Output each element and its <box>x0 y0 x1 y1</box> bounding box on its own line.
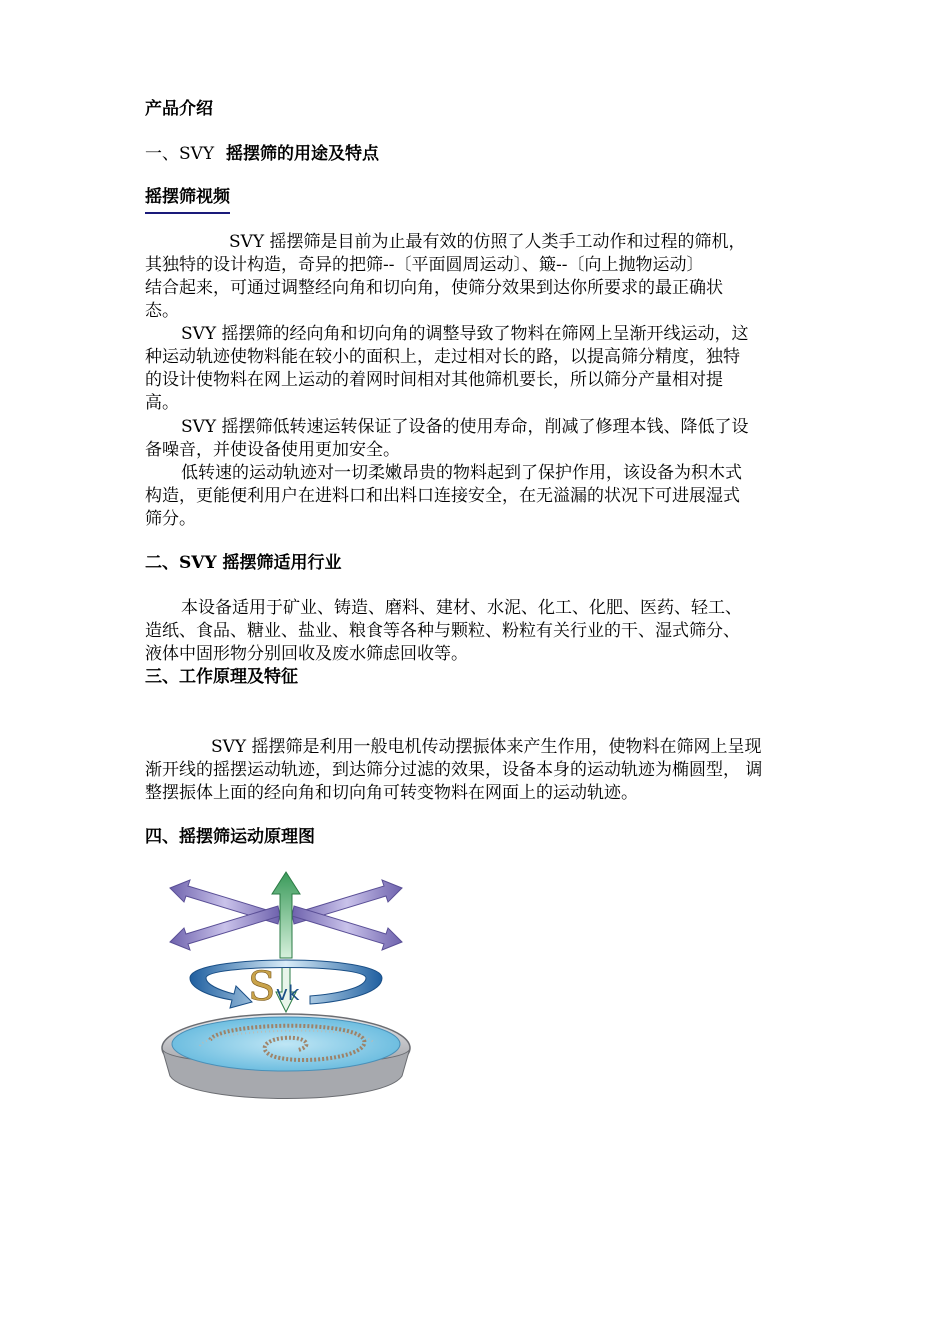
doc-title: 产品介绍 <box>145 99 213 119</box>
p4-line-3: 筛分。 <box>145 509 196 529</box>
p2-line-3: 的设计使物料在网上运动的着网时间相对其他筛机要长，所以筛分产量相对提 <box>145 370 723 390</box>
paragraph-2 <box>145 323 815 415</box>
p5-line-3: 液体中固形物分别回收及废水筛虑回收等。 <box>145 644 468 664</box>
logo-s: S <box>248 964 276 1010</box>
p3-line-1: SVY 摇摆筛低转速运转保证了设备的使用寿命，削减了修理本钱、降低了设 <box>181 417 749 437</box>
section-4-heading: 四、摇摆筛运动原理图 <box>145 827 315 847</box>
screen-motion-diagram <box>160 870 412 1110</box>
section-1-rest: 摇摆筛的用途及特点 <box>226 144 379 164</box>
p4-line-1: 低转速的运动轨迹对一切柔嫩昂贵的物料起到了保护作用，该设备为积木式 <box>181 463 742 483</box>
video-link[interactable]: 摇摆筛视频 <box>145 186 230 214</box>
paragraph-5 <box>145 597 815 666</box>
p2-line-1: SVY 摇摆筛的经向角和切向角的调整导致了物料在筛网上呈渐开线运动，这 <box>181 324 749 344</box>
p6-line-3: 整摆振体上面的经向角和切向角可转变物料在网面上的运动轨迹。 <box>145 783 638 803</box>
section-1-heading <box>145 143 815 166</box>
screen-motion-diagram-icon <box>160 870 412 1110</box>
p5-line-2: 造纸、食品、糖业、盐业、粮食等各种与颗粒、粉粒有关行业的干、湿式筛分、 <box>145 621 740 641</box>
p1-line-3: 结合起来，可通过调整经向角和切向角，使筛分效果到达你所要求的最正确状 <box>145 278 723 298</box>
paragraph-4 <box>145 462 815 531</box>
logo-vk: vk <box>276 981 300 1005</box>
p1-line-4: 态。 <box>145 301 179 321</box>
p6-line-2: 渐开线的摇摆运动轨迹，到达筛分过滤的效果，设备本身的运动轨迹为椭圆型， 调 <box>145 760 763 780</box>
p1-line-2: 其独特的设计构造，奇异的把筛--〔平面圆周运动〕、簸--〔向上抛物运动〕 <box>145 255 704 275</box>
screen-pan <box>162 1014 410 1099</box>
p2-line-4: 高。 <box>145 393 179 413</box>
paragraph-3 <box>145 416 815 462</box>
paragraph-1 <box>145 231 815 323</box>
paragraph-6 <box>145 736 815 805</box>
p4-line-2: 构造，更能便利用户在进料口和出料口连接安全，在无溢漏的状况下可进展湿式 <box>145 486 740 506</box>
section-3-heading: 三、工作原理及特征 <box>145 667 298 687</box>
p6-line-1: SVY 摇摆筛是利用一般电机传动摆振体来产生作用，使物料在筛网上呈现 <box>211 737 762 757</box>
p3-line-2: 备噪音，并使设备使用更加安全。 <box>145 440 400 460</box>
section-1-prefix: 一、SVY <box>145 144 215 164</box>
p1-line-1: SVY 摇摆筛是目前为止最有效的仿照了人类手工动作和过程的筛机， <box>229 232 746 252</box>
section-2-heading: 二、SVY 摇摆筛适用行业 <box>145 553 342 573</box>
p2-line-2: 种运动轨迹使物料能在较小的面积上，走过相对长的路，以提高筛分精度，独特 <box>145 347 740 367</box>
p5-line-1: 本设备适用于矿业、铸造、磨料、建材、水泥、化工、化肥、医药、轻工、 <box>181 598 742 618</box>
